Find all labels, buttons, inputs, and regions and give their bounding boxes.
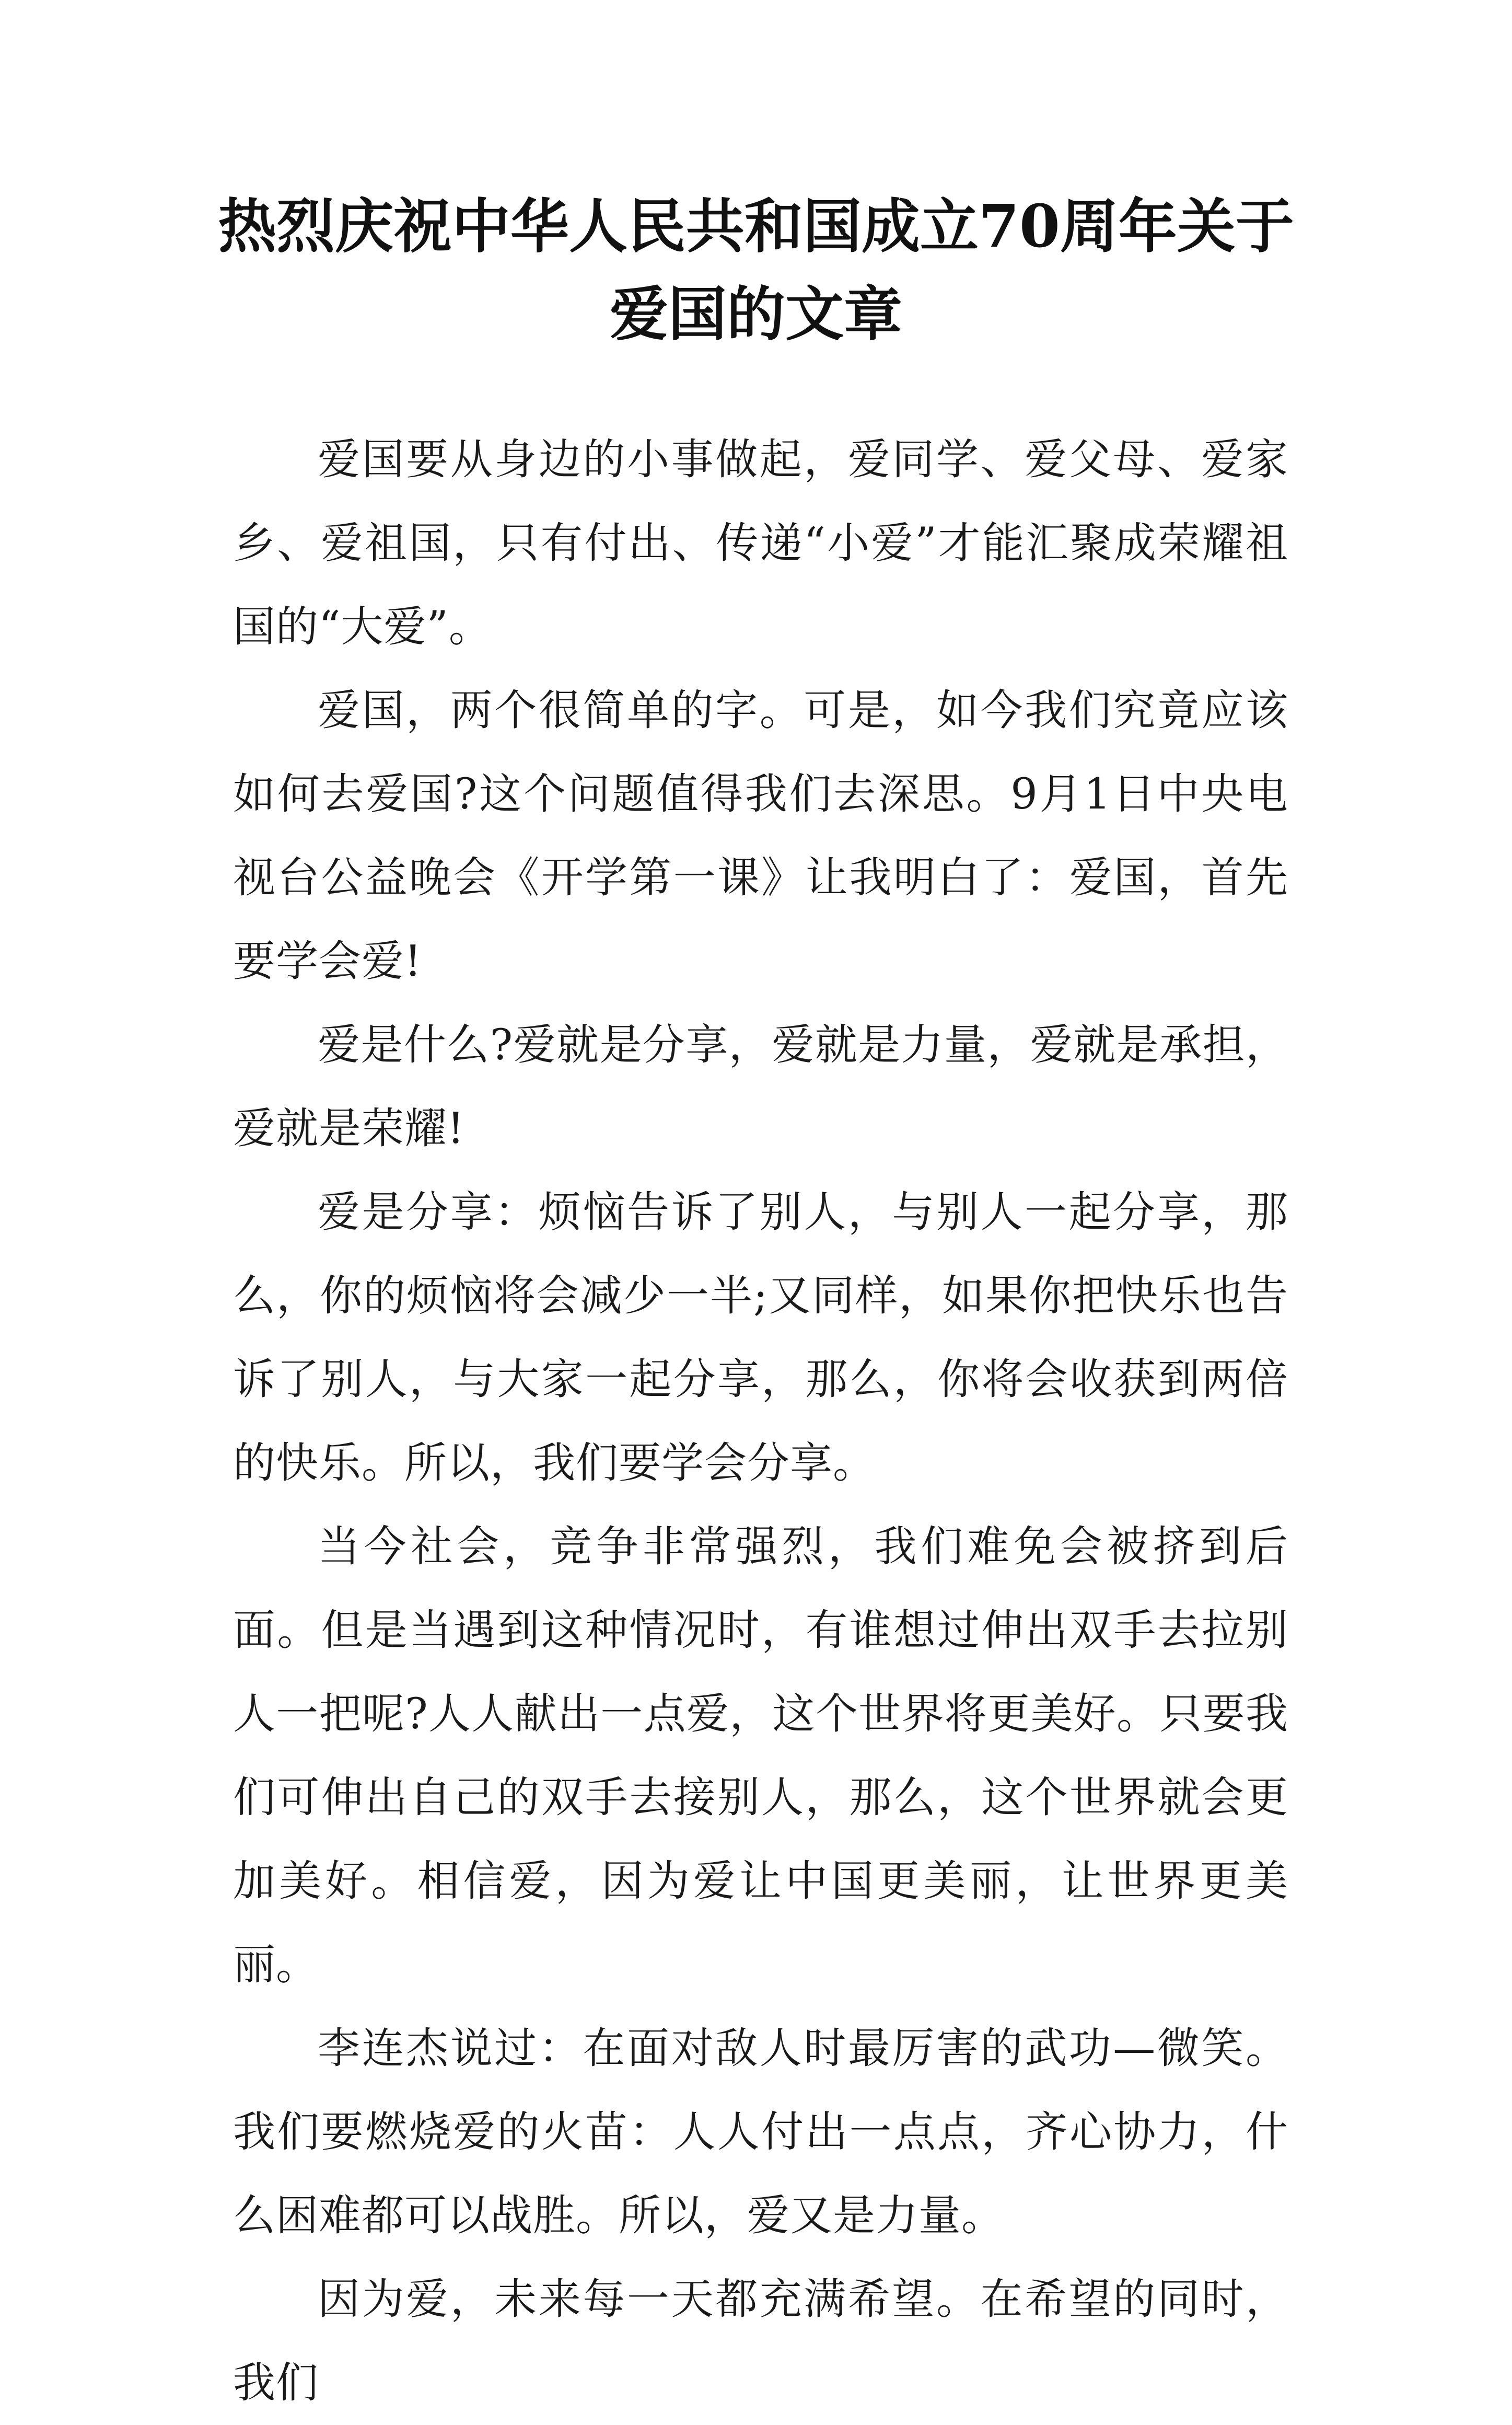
title-line-1: 热烈庆祝中华人民共和国成立70周年关于: [218, 192, 1294, 261]
paragraph-3: 爱是什么?爱就是分享，爱就是力量，爱就是承担，爱就是荣耀!: [233, 1021, 1288, 1153]
paragraph-1: 爱国要从身边的小事做起，爱同学、爱父母、爱家乡、爱祖国，只有付出、传递“小爱”才能汇聚成荣耀祖国的“大爱”。: [233, 435, 1288, 652]
title-line-2: 爱国的文章: [610, 280, 902, 349]
paragraph-6: 李连杰说过：在面对敌人时最厉害的武功—微笑。我们要燃烧爱的火苗：人人付出一点点，齐心协力，什么困难都可以战胜。所以，爱又是力量。: [233, 2024, 1288, 2241]
paragraph-4: 爱是分享：烦恼告诉了别人，与别人一起分享，那么，你的烦恼将会减少一半;又同样，如果你把快乐也告诉了别人，与大家一起分享，那么，你将会收获到两倍的快乐。所以，我们要学会分享。: [233, 1188, 1288, 1488]
paragraph-5: 当今社会，竞争非常强烈，我们难免会被挤到后面。但是当遇到这种情况时，有谁想过伸出双手去拉别人一把呢?人人献出一点爱，这个世界将更美好。只要我们可伸出自己的双手去接别人，那么，这个世界就会更加美好。相信爱，因为爱让中国更美丽，让世界更美丽。: [233, 1522, 1288, 1990]
paragraph-7: 因为爱，未来每一天都充满希望。在希望的同时，我们: [233, 2275, 1288, 2408]
article-body: [233, 418, 1288, 2425]
paragraph-2: 爱国，两个很简单的字。可是，如今我们究竟应该如何去爱国?这个问题值得我们去深思。9月1日中央电视台公益晚会《开学第一课》让我明白了：爱国，首先要学会爱!: [233, 686, 1288, 986]
document-title: [157, 183, 1355, 359]
